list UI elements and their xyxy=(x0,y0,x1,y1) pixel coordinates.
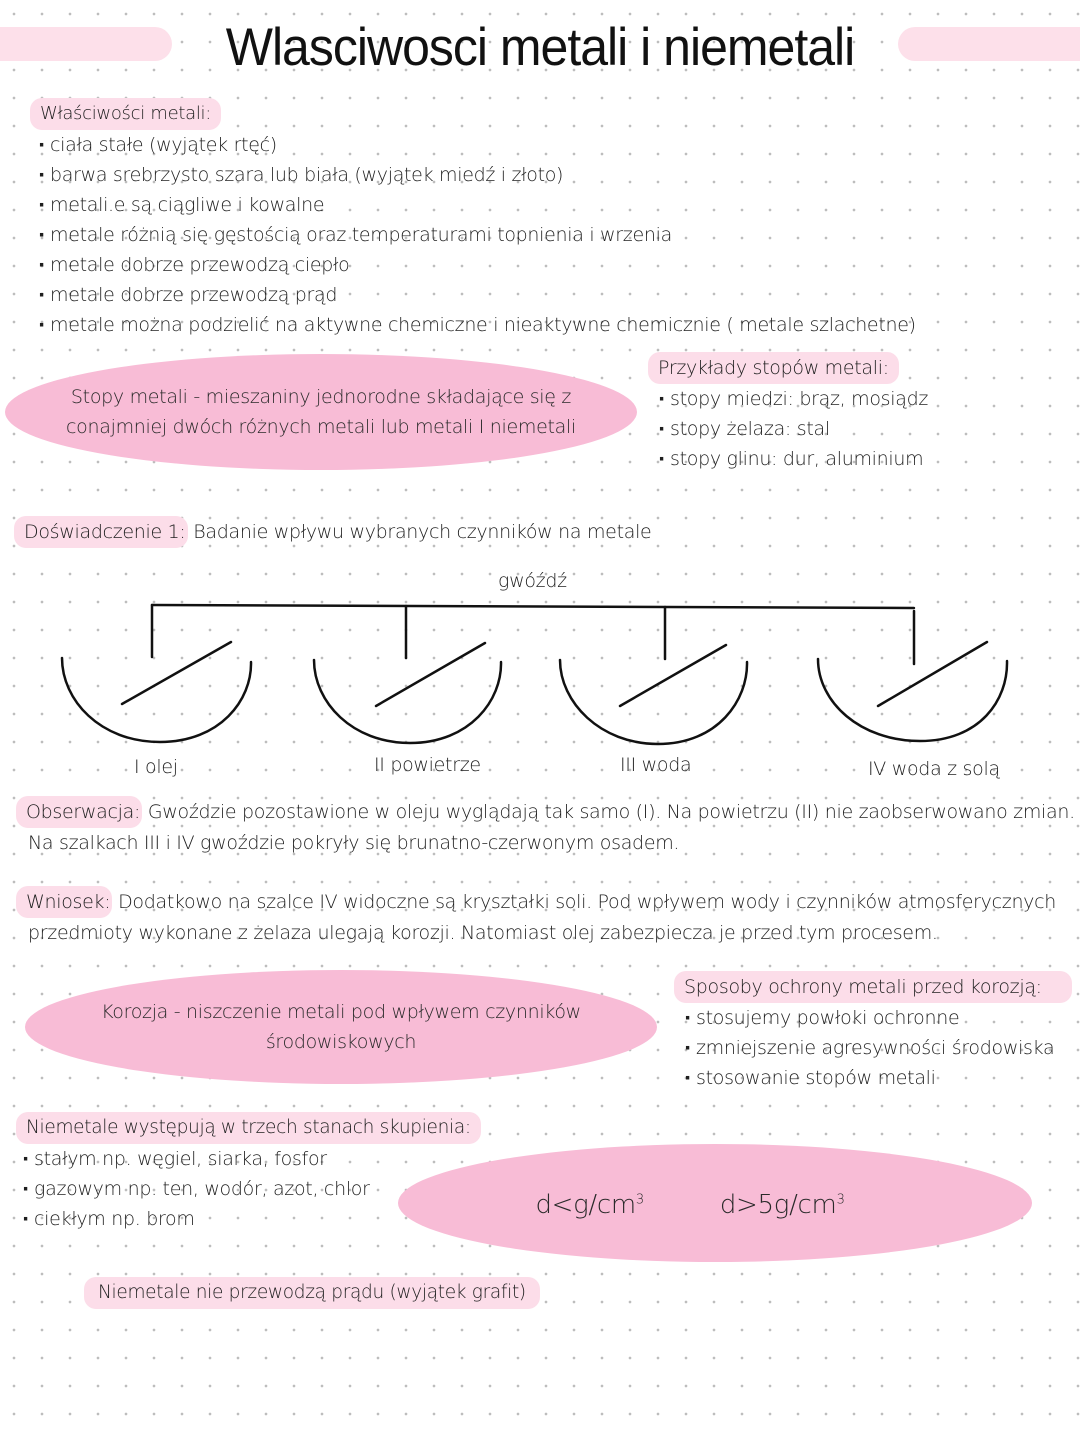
observation-line2: Na szalkach III i IV gwoździe pokryły się brunatno-czerwonym osadem. xyxy=(28,832,680,854)
list-item: · stopy żelaza: stal xyxy=(658,414,928,444)
observation-line1: Gwoździe pozostawione w oleju wyglądają tak samo (I). Na powietrzu (II) nie zaobserwowano zmian. xyxy=(147,801,1075,823)
list-item: · stosujemy powłoki ochronne xyxy=(684,1003,1072,1033)
dish-4-icon xyxy=(818,642,1007,741)
corrosion-definition-ellipse xyxy=(25,970,657,1084)
experiment-diagram xyxy=(0,560,1080,760)
corrosion-protection-list xyxy=(684,1003,1072,1093)
conclusion-line1: Dodatkowo na szalce IV widoczne są kryształki soli. Pod wpływem wody i czynników atmosferycznych xyxy=(118,891,1057,913)
experiment-heading xyxy=(14,516,651,548)
page-title: Wlasciwosci metali i niemetali xyxy=(225,17,855,77)
density-left: $d<g/cm^3$ xyxy=(535,1190,644,1221)
nail-rod xyxy=(152,605,914,608)
nonmetal-states-heading: Niemetale występują w trzech stanach skupienia: xyxy=(16,1112,481,1144)
list-item: · stałym np. węgiel, siarka, fosfor xyxy=(22,1144,481,1174)
dish-2-icon xyxy=(314,643,501,743)
alloy-examples-heading: Przykłady stopów metali: xyxy=(648,352,899,384)
conclusion-section xyxy=(16,886,1056,948)
list-item: · ciekłym np. brom xyxy=(22,1204,481,1234)
dish-label-3: III woda xyxy=(620,754,692,776)
corrosion-definition-line2: środowiskowych xyxy=(265,1031,417,1053)
list-item: · metale dobrze przewodzą prąd xyxy=(38,280,916,310)
observation-section xyxy=(16,796,1075,858)
alloys-definition-line1: Stopy metali - mieszaniny jednorodne składające się z xyxy=(70,386,572,408)
diagram-label-nail: gwóźdź xyxy=(498,570,567,592)
dish-1-icon xyxy=(62,642,251,742)
title-decor-right xyxy=(898,27,1080,61)
conclusion-label: Wniosek: xyxy=(16,886,112,918)
dish-label-4: IV woda z solą xyxy=(868,758,1000,780)
list-item: · stosowanie stopów metali xyxy=(684,1063,1072,1093)
list-item: · gazowym np. ten, wodór, azot, chlor xyxy=(22,1174,481,1204)
list-item: · stopy glinu: dur, aluminium xyxy=(658,444,928,474)
list-item: · ciała stałe (wyjątek rtęć) xyxy=(38,130,916,160)
experiment-label: Doświadczenie 1: xyxy=(14,516,188,548)
experiment-title: Badanie wpływu wybranych czynników na metale xyxy=(193,521,652,543)
density-right: $d>5g/cm^3$ xyxy=(719,1190,845,1221)
alloy-examples-section xyxy=(648,352,928,474)
list-item: · barwa srebrzysto szara lub biała (wyjątek miedź i złoto) xyxy=(38,160,916,190)
metal-properties-section xyxy=(30,98,916,340)
list-item: · metale różnią się gęstością oraz temperaturami topnienia i wrzenia xyxy=(38,220,916,250)
list-item: · stopy miedzi: brąz, mosiądz xyxy=(658,384,928,414)
corrosion-protection-section xyxy=(674,971,1072,1093)
conclusion-line2: przedmioty wykonane z żelaza ulegają korozji. Natomiast olej zabezpiecza je przed tym procesem. xyxy=(28,922,938,944)
alloys-definition-line2: conajmniej dwóch różnych metali lub metali I niemetali xyxy=(66,416,576,438)
observation-label: Obserwacja: xyxy=(16,796,142,828)
title-decor-left xyxy=(0,27,172,61)
density-ellipse xyxy=(398,1144,1032,1262)
nonmetal-conductivity-text: Niemetale nie przewodzą prądu (wyjątek grafit) xyxy=(84,1277,540,1309)
alloys-definition-ellipse xyxy=(5,354,637,470)
corrosion-protection-heading: Sposoby ochrony metali przed korozją: xyxy=(674,971,1072,1003)
dish-label-2: II powietrze xyxy=(374,754,481,776)
metal-properties-heading: Właściwości metali: xyxy=(30,98,221,130)
list-item: · metale można podzielić na aktywne chemiczne i nieaktywne chemicznie ( metale szlachetne) xyxy=(38,310,916,340)
dish-3-icon xyxy=(560,645,747,744)
corrosion-definition-line1: Korozja - niszczenie metali pod wpływem czynników xyxy=(101,1001,581,1023)
nonmetal-conductivity-note xyxy=(84,1277,540,1309)
list-item: · metali.e są ciągliwe i kowalne xyxy=(38,190,916,220)
metal-properties-list xyxy=(38,130,916,340)
alloy-examples-list xyxy=(658,384,928,474)
list-item: · zmniejszenie agresywności środowiska xyxy=(684,1033,1072,1063)
dish-label-1: I olej xyxy=(134,756,178,778)
list-item: · metale dobrze przewodzą ciepło xyxy=(38,250,916,280)
